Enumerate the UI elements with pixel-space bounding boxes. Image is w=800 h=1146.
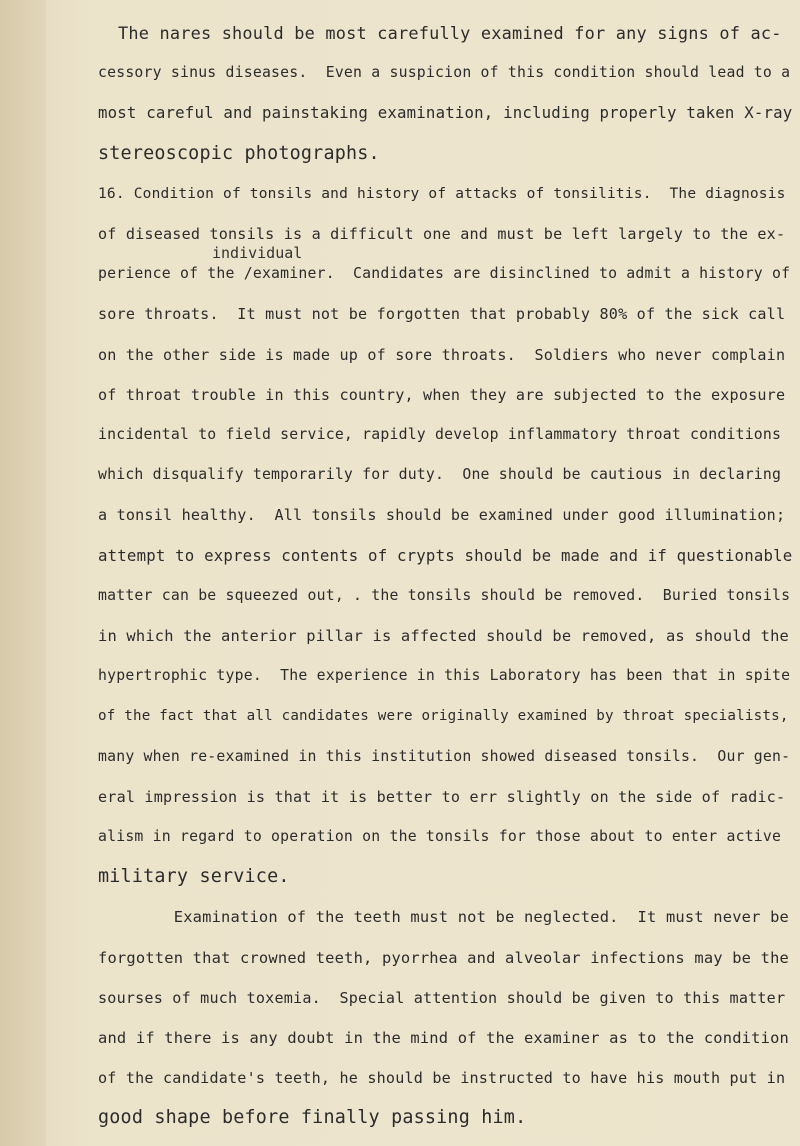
text-line: attempt to express contents of crypts should be made and if questionable [98, 545, 793, 565]
text-line: Examination of the teeth must not be neglected. It must never be [98, 908, 790, 927]
text-line: on the other side is made up of sore throats. Soldiers who never complain [98, 345, 786, 364]
text-line: many when re-examined in this institution showed diseased tonsils. Our gen- [98, 747, 791, 765]
text-line: of the candidate's teeth, he should be instructed to have his mouth put in [98, 1069, 786, 1088]
text-line: The nares should be most carefully examined for any signs of ac- [118, 23, 782, 43]
text-line: of diseased tonsils is a difficult one and must be left largely to the ex- [98, 225, 786, 243]
text-line: incidental to field service, rapidly develop inflammatory throat conditions [98, 426, 782, 443]
text-line: of the fact that all candidates were originally examined by throat specialists, [98, 708, 789, 725]
handwritten-insertion: individual [212, 244, 303, 263]
text-line: sourses of much toxemia. Special attention should be given to this matter [98, 988, 786, 1007]
text-line: and if there is any doubt in the mind of the examiner as to the condition [98, 1029, 790, 1047]
text-line: alism in regard to operation on the tonsils for those about to enter active [98, 828, 782, 845]
text-line: good shape before finally passing him. [98, 1107, 527, 1129]
page-edge [0, 0, 46, 1146]
text-line: in which the anterior pillar is affected should be removed, as should the [98, 627, 790, 645]
text-line: sore throats. It must not be forgotten that probably 80% of the sick call [98, 305, 786, 324]
text-line: perience of the /examiner. Candidates are disinclined to admit a history of [98, 265, 791, 283]
text-line: forgotten that crowned teeth, pyorrhea and alveolar infections may be the [98, 948, 790, 967]
text-line: which disqualify temporarily for duty. One should be cautious in declaring [98, 466, 782, 484]
text-line: cessory sinus diseases. Even a suspicion of this condition should lead to a [98, 64, 791, 82]
text-line: eral impression is that it is better to err slightly on the side of radic- [98, 787, 786, 806]
text-line: stereoscopic photographs. [98, 142, 380, 164]
section-heading-line: 16. Condition of tonsils and history of attacks of tonsilitis. The diagnosis [98, 185, 786, 202]
text-line: most careful and painstaking examination, including properly taken X-ray [98, 103, 793, 123]
text-line: a tonsil healthy. All tonsils should be examined under good illumination; [98, 506, 786, 525]
text-line: military service. [98, 866, 290, 888]
text-line: hypertrophic type. The experience in this Laboratory has been that in spite [98, 667, 791, 685]
text-line: of throat trouble in this country, when they are subjected to the exposure [98, 385, 786, 404]
text-line: matter can be squeezed out, . the tonsils should be removed. Buried tonsils [98, 586, 791, 604]
